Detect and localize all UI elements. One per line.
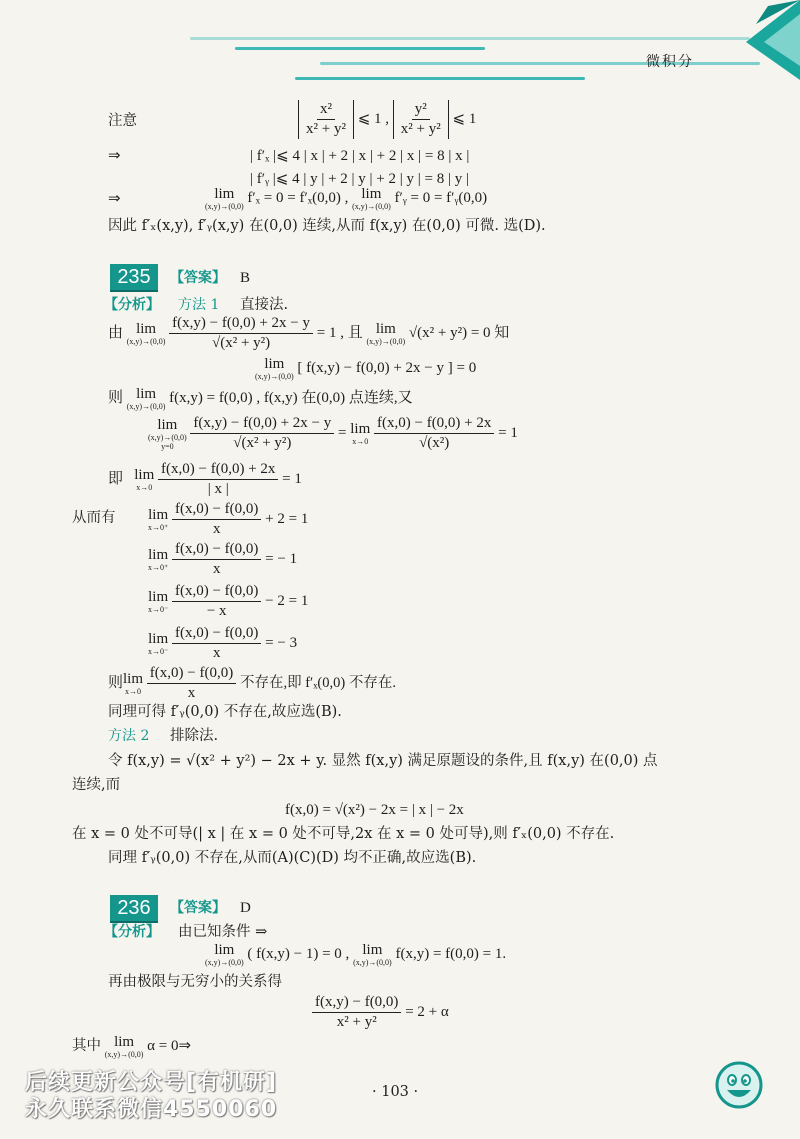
watermark-line-1: 后续更新公众号[有机研] [25,1070,278,1095]
smiley-icon [714,1060,764,1110]
limit-condition: 由 lim (x,y)→(0,0) $\frac{f(x,y) - f(0,0) + 2x - y}{\text{√(x² + y²)}}$ = 1 , 且 lim (x,y)→(0,0) √(x² + y²) = 0 知 [108,315,510,351]
question-number-236: 236 [110,895,158,923]
method1-label: 方法 1 [178,297,220,313]
method2-line2: 连续,而 [72,777,121,793]
page-number: · 103 · [372,1084,419,1100]
analysis-tag: 【分析】 [104,297,160,313]
restricted-limit: lim (x,y)→(0,0) y=0 $\frac{f(x,y) - f(0,0) + 2x - y}{\text{√(x² + y²)}}$ = lim x→0 $\frac{f(x,0) - f(0,0) + 2x}{\text{√(x²)}}$ = 1 [148,415,518,451]
answer-tag-236: 【答案】 [170,900,226,916]
answer-value: B [240,270,251,286]
alpha-equation: $\frac{f(x,y) - f(0,0)}{\text{x² + y²}}$ = 2 + α [312,993,449,1032]
method2-line3: f(x,0) = √(x²) − 2x = | x | − 2x [285,802,464,818]
continuity-line: 则 lim (x,y)→(0,0) f(x,y) = f(0,0) , f(x,y) 在(0,0) 点连续,又 [108,386,413,411]
implies-arrow: ⇒ [108,148,121,164]
method2-line4: 在 x = 0 处不可导(| x | 在 x = 0 处不可导,2x 在 x = 0 处可导),则 f′ₓ(0,0) 不存在. [72,826,615,842]
answer-value-236: D [240,900,251,916]
fy-bound: | f′ᵧ |⩽ 4 | y | + 2 | y | + 2 | y | = 8 | y | [250,171,469,187]
method2-line1: 令 f(x,y) = √(x² + y²) − 2x + y. 显然 f(x,y) 满足原题设的条件,且 f(x,y) 在(0,0) 点 [108,753,658,769]
conclusion-text: 因此 f′ₓ(x,y), f′ᵧ(x,y) 在(0,0) 连续,从而 f(x,y) 在(0,0) 可微. 选(D). [108,218,546,234]
similarly-line: 同理可得 f′ᵧ(0,0) 不存在,故应选(B). [108,704,342,720]
one-sided-limit-2: lim x→0⁺ $\frac{f(x,0) - f(0,0)}{x}$ = − 1 [148,541,298,577]
given-limits: lim (x,y)→(0,0) ( f(x,y) − 1) = 0 , lim (x,y)→(0,0) f(x,y) = f(0,0) = 1. [205,942,507,967]
congerou-label: 从而有 [72,510,116,526]
question-number-235: 235 [110,264,158,292]
watermark-line-2: 永久联系微信4550060 [25,1097,278,1122]
ji-line: 即 lim x→0 $\frac{f(x,0) - f(0,0) + 2x}{| x |}$ = 1 [108,461,302,497]
method2-line5: 同理 f′ᵧ(0,0) 不存在,从而(A)(C)(D) 均不正确,故应选(B). [108,850,477,866]
method2-name: 排除法. [170,728,219,744]
one-sided-limit-3: lim x→0⁻ $\frac{f(x,0) - f(0,0)}{- x}$ − 2 = 1 [148,583,309,619]
partial-limits: lim (x,y)→(0,0) f′ₓ = 0 = f′ₓ(0,0) , lim (x,y)→(0,0) f′ᵧ = 0 = f′ᵧ(0,0) [205,186,488,211]
zhuyi-label: 注意 [108,113,137,129]
alpha-limit: 其中 lim (x,y)→(0,0) α = 0⇒ [72,1034,192,1059]
answer-tag: 【答案】 [170,270,226,286]
corner-arrow-icon [738,0,800,80]
one-sided-limit-4: lim x→0⁻ $\frac{f(x,0) - f(0,0)}{x}$ = − 3 [148,625,298,661]
given-condition: 由已知条件 ⇒ [178,924,268,940]
implies-arrow-2: ⇒ [108,191,121,207]
fx-bound: | f′ₓ |⩽ 4 | x | + 2 | x | + 2 | x | = 8 | x | [250,148,470,164]
zhuyi-formula: $\frac{\text{x²}}{\text{x² + y²}}$ ⩽ 1 , $\frac{\text{y²}}{\text{x² + y²}}$ ⩽ 1 [298,100,476,139]
analysis-tag-236: 【分析】 [104,924,160,940]
limit-zero: lim (x,y)→(0,0) [ f(x,y) − f(0,0) + 2x − y ] = 0 [255,356,477,381]
method2-label: 方法 2 [108,728,150,744]
one-sided-limit-1: lim x→0⁺ $\frac{f(x,0) - f(0,0)}{x}$ + 2 = 1 [148,501,309,537]
infinitesimal-relation: 再由极限与无穷小的关系得 [108,974,282,990]
header-title: 微积分 [646,54,694,70]
method1-name: 直接法. [240,297,289,313]
limit-not-exist: 则 lim x→0 $\frac{f(x,0) - f(0,0)}{x}$ 不存在,即 f′ₓ(0,0) 不存在. [108,665,396,701]
